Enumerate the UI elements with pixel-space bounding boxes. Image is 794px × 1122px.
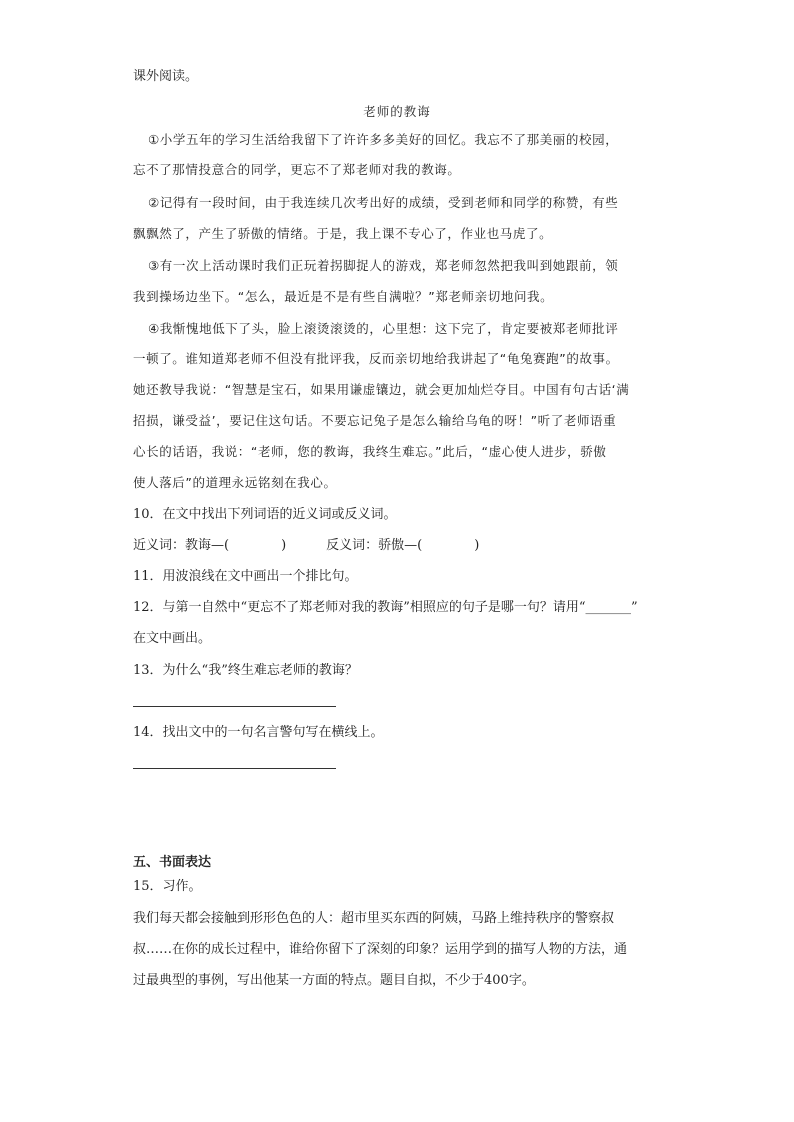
- writing-prompt-line: 过最典型的事例，写出他某一方面的特点。题目自拟，不少于400字。: [133, 973, 535, 988]
- passage-line: 心长的话语，我说：“老师，您的教诲，我终生难忘。”此后，“虚心使人进步，骄傲: [133, 444, 607, 459]
- question-15: 15．习作。: [133, 879, 202, 894]
- question-12: 12．与第一自然中“更忘不了郑老师对我的教诲”相照应的句子是哪一句？请用“_______”: [133, 600, 638, 615]
- passage-line: ③有一次上活动课时我们正玩着拐脚捉人的游戏，郑老师忽然把我叫到她跟前，领: [148, 258, 619, 273]
- passage-line: 她还教导我说：“智慧是宝石，如果用谦虚镶边，就会更加灿烂夺目。中国有句古话‘满: [133, 382, 630, 397]
- section-heading: 五、书面表达: [133, 855, 212, 870]
- passage-line: 使人落后”的道理永远铭刻在我心。: [133, 475, 337, 490]
- answer-line-14[interactable]: [133, 768, 336, 769]
- passage-line: ②记得有一段时间，由于我连续几次考出好的成绩，受到老师和同学的称赞，有些: [148, 195, 619, 210]
- passage-line: 一顿了。谁知道郑老师不但没有批评我，反而亲切地给我讲起了“龟兔赛跑”的故事。: [133, 351, 619, 366]
- passage-line: ①小学五年的学习生活给我留下了许许多多美好的回忆。我忘不了那美丽的校园，: [148, 132, 619, 147]
- antonym-label: 反义词：骄傲—(: [326, 538, 423, 553]
- passage-title: 老师的教诲: [363, 104, 431, 119]
- answer-line-13[interactable]: [133, 706, 336, 707]
- passage-line: ④我惭愧地低下了头，脸上滚烫滚烫的，心里想：这下完了，肯定要被郑老师批评: [148, 321, 619, 336]
- writing-prompt-line: 我们每天都会接触到形形色色的人：超市里买东西的阿姨，马路上维持秩序的警察叔: [133, 911, 615, 926]
- passage-line: 招损，谦受益’，要记住这句话。不要忘记兔子是怎么输给乌龟的呀！”听了老师语重: [133, 413, 617, 428]
- passage-line: 飘飘然了，产生了骄傲的情绪。于是，我上课不专心了，作业也马虎了。: [133, 226, 553, 241]
- passage-line: 我到操场边坐下。“怎么，最近是不是有些自满啦？”郑老师亲切地问我。: [133, 289, 554, 304]
- question-12-cont: 在文中画出。: [133, 631, 212, 646]
- question-11: 11．用波浪线在文中画出一个排比句。: [133, 569, 358, 584]
- passage-line: 忘不了那情投意合的同学，更忘不了郑老师对我的教诲。: [133, 162, 461, 177]
- writing-prompt-line: 叔……在你的成长过程中，谁给你留下了深刻的印象？运用学到的描写人物的方法，通: [133, 942, 628, 957]
- antonym-close: ): [474, 538, 480, 553]
- synonym-label: 近义词：教诲—(: [133, 538, 230, 553]
- section-label: 课外阅读。: [133, 69, 199, 84]
- question-10: 10．在文中找出下列词语的近义词或反义词。: [133, 507, 397, 522]
- synonym-close: ): [281, 538, 287, 553]
- question-14: 14．找出文中的一句名言警句写在横线上。: [133, 725, 384, 740]
- question-10-blanks: [133, 537, 479, 555]
- question-13: 13．为什么“我”终生难忘老师的教诲？: [133, 663, 358, 678]
